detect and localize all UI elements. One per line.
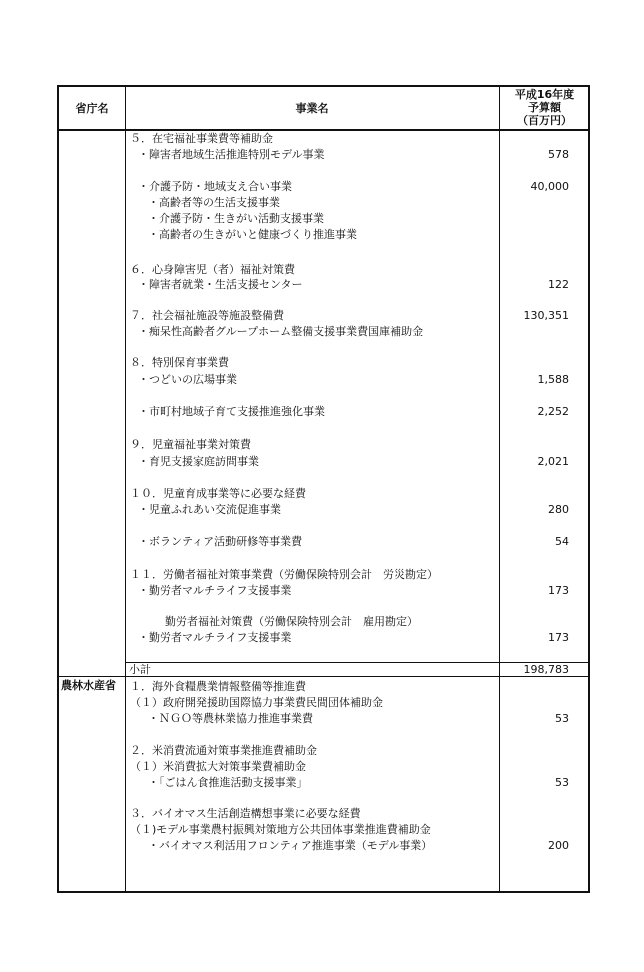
subtotal-label: 小計 <box>129 663 151 676</box>
project-line: ・ＮＧＯ等農林業協力推進事業費 <box>148 712 313 725</box>
column-divider-1 <box>125 87 126 891</box>
budget-amount: 2,252 <box>537 405 569 418</box>
project-line: ・痴呆性高齢者グループホーム整備支援事業費国庫補助金 <box>138 325 424 338</box>
budget-amount: 173 <box>548 584 569 597</box>
project-line: ・介護予防・生きがい活動支援事業 <box>148 212 324 225</box>
budget-amount: 578 <box>548 148 569 161</box>
budget-header-line1: 平成16年度 <box>514 88 575 101</box>
project-line: ・育児支援家庭訪問事業 <box>138 455 259 468</box>
project-line: ６．心身障害児（者）福祉対策費 <box>130 263 295 276</box>
project-line: ・「ごはん食推進活動支援事業」 <box>148 776 308 789</box>
project-line: ・バイオマス利活用フロンティア推進事業（モデル事業） <box>148 839 433 852</box>
project-line: ・市町村地域子育て支援推進強化事業 <box>138 405 325 418</box>
project-line: ・介護予防・地域支え合い事業 <box>138 180 292 193</box>
project-line: １１．労働者福祉対策事業費（労働保険特別会計 労災勘定） <box>130 568 438 581</box>
budget-amount: 280 <box>548 503 569 516</box>
project-line: ５．在宅福祉事業費等補助金 <box>130 132 273 145</box>
project-line: ・勤労者マルチライフ支援事業 <box>138 584 292 597</box>
project-line: ・高齢者の生きがいと健康づくり推進事業 <box>148 228 357 241</box>
project-line: １．海外食糧農業情報整備等推進費 <box>130 680 306 693</box>
project-line: ・児童ふれあい交流促進事業 <box>138 503 281 516</box>
project-line: ９．児童福祉事業対策費 <box>130 438 251 451</box>
budget-amount: 53 <box>555 776 569 789</box>
budget-amount: 200 <box>548 839 569 852</box>
project-line: ・障害者就業・生活支援センター <box>138 278 303 291</box>
project-line: ・高齢者等の生活支援事業 <box>148 196 280 209</box>
project-line: ２．米消費流通対策事業推進費補助金 <box>130 744 317 757</box>
ministry-column-header: 省庁名 <box>75 102 109 115</box>
project-line: １０．児童育成事業等に必要な経費 <box>130 487 306 500</box>
project-line: ・障害者地域生活推進特別モデル事業 <box>138 148 325 161</box>
budget-amount: 53 <box>555 712 569 725</box>
project-line: ・勤労者マルチライフ支援事業 <box>138 631 292 644</box>
subtotal-top-line <box>125 662 588 663</box>
budget-header-line3: （百万円） <box>517 114 572 127</box>
budget-amount: 2,021 <box>537 455 569 468</box>
budget-amount: 173 <box>548 631 569 644</box>
project-line: ３．バイオマス生活創造構想事業に必要な経費 <box>130 807 361 820</box>
project-line: 勤労者福祉対策費（労働保険特別会計 雇用勘定） <box>165 615 418 628</box>
project-line: ８．特別保育事業費 <box>130 356 229 369</box>
subtotal-amount: 198,783 <box>523 663 569 676</box>
project-line: （１)モデル事業農村振興対策地方公共団体事業推進費補助金 <box>130 823 431 836</box>
budget-header-line2: 予算額 <box>528 101 561 114</box>
project-line: ・ボランティア活動研修等事業費 <box>138 535 303 548</box>
budget-amount: 40,000 <box>530 180 569 193</box>
project-line: ７．社会福祉施設等施設整備費 <box>130 309 284 322</box>
project-line: （１）米消費拡大対策事業費補助金 <box>130 760 306 773</box>
budget-amount: 1,588 <box>537 373 569 386</box>
budget-amount: 54 <box>555 535 569 548</box>
project-line: （１）政府開発援助国際協力事業費民間団体補助金 <box>130 696 383 709</box>
subtotal-bottom-line <box>59 676 588 677</box>
header-separator <box>59 129 588 131</box>
budget-amount: 122 <box>548 278 569 291</box>
budget-table <box>57 85 590 893</box>
project-line: ・つどいの広場事業 <box>138 373 237 386</box>
column-divider-2 <box>499 87 500 891</box>
budget-amount: 130,351 <box>523 309 569 322</box>
ministry-name: 農林水産省 <box>61 679 116 692</box>
project-column-header: 事業名 <box>295 102 329 115</box>
